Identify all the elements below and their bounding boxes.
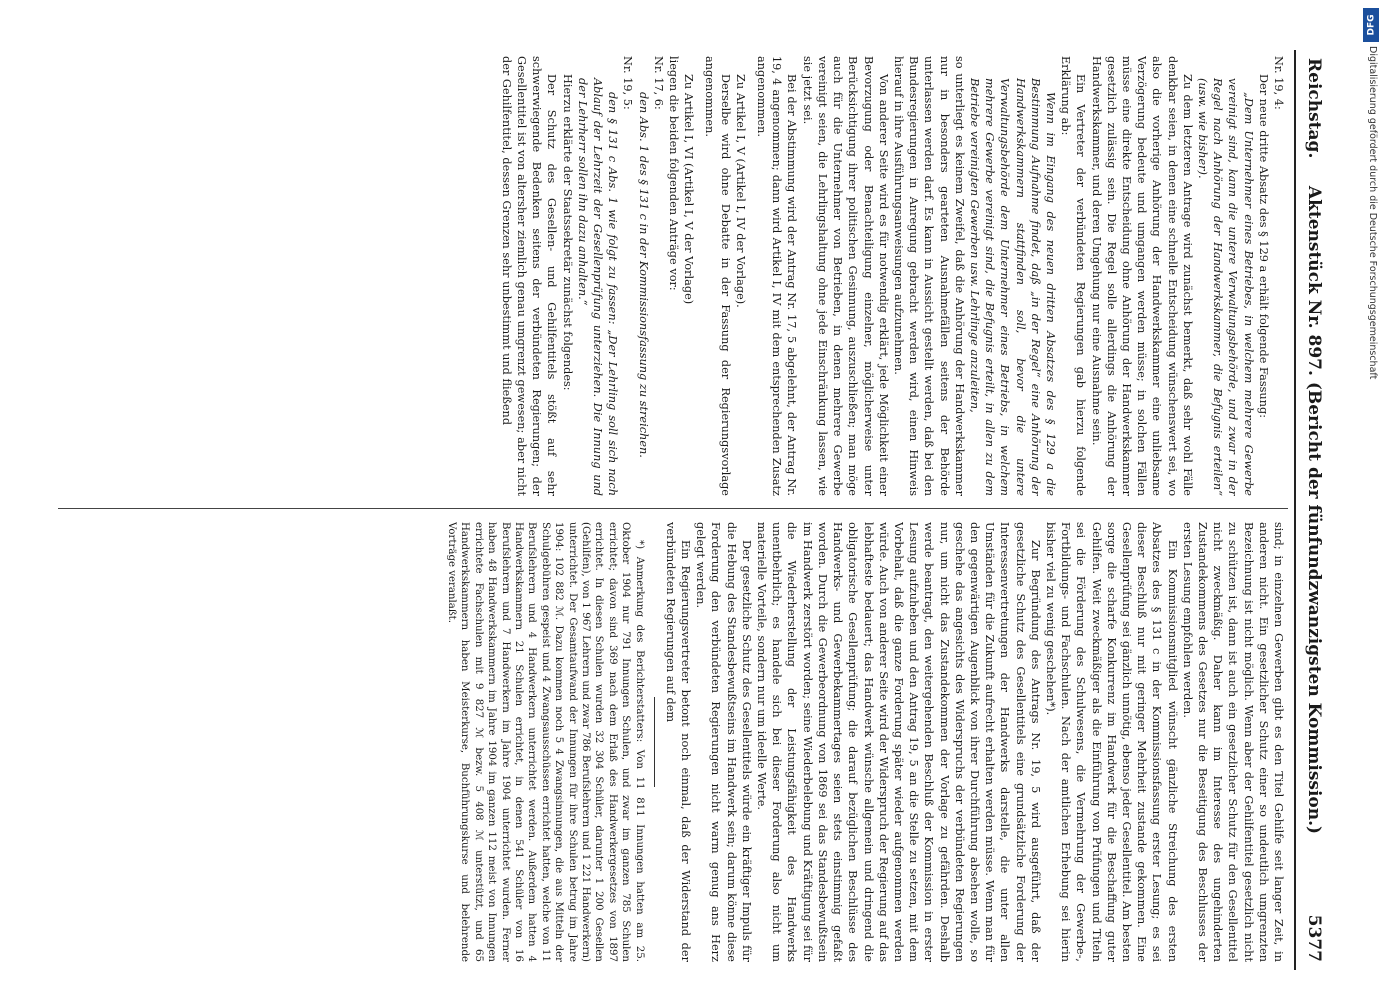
paragraph: sind; in einzelnen Gewerben gibt es den Titel Gehilfe seit langer Zeit, in anderen nicht. Ein gesetzlicher Schutz einer so undeutlich umgrenzten Bezeichnung ist nicht möglich. Wenn aber der Gehilfentitel gesetzlich nicht zu schützen ist, dann ist auch ein gesetzlicher Schutz für den Gesellentitel nicht zweckmäßig. Daher kann im Interesse des ungehinderten Zustandekommens des Gesetzes nur die Beseitigung des Beschlusses der ersten Lesung empfohlen werden. (1180, 522, 1285, 962)
paragraph: Zu dem letzteren Antrage wird zunächst bemerkt, daß sehr wohl Fälle denkbar seien, in denen eine schnelle Entscheidung wünschenswert sei, wo also die vorherige Anhörung der Handwerkskammer eine unliebsame Verzögerung bedeute und umgangen werden müsse; in solchen Fällen müsse eine direkte Entscheidung ohne Anhörung der Handwerkskammer gesetzlich zulässig sein. Die Regel solle allerdings die Anhörung der Handwerkskammer, und deren Umgehung nur eine Ausnahme sein. (1089, 56, 1194, 496)
paragraph: so unterliegt es keinem Zweifel, daß die Anhörung der Handwerkskammer nur in besonders gearteten Ausnahmefällen seitens der Behörde unterlassen werden darf. Es kann in Aussicht gestellt werden, daß bei den Bundesregierungen in Anregung gebracht werden wird, einen Hinweis hierauf in ihre Ausführungsanweisungen aufzunehmen. (891, 56, 966, 496)
header-title: Aktenstück Nr. 897. (Bericht der fünfundzwanzigsten Kommission.) (1304, 185, 1324, 835)
paragraph: Ein Vertreter der verbündeten Regierungen gab hierzu folgende Erklärung ab: (1059, 56, 1088, 496)
paragraph: Bei der Abstimmung wird der Antrag Nr. 17, 5 abgelehnt, der Antrag Nr. 19, 4 angenommen; dann wird Artikel I, IV mit dem entsprechenden Zusatz angenommen. (755, 56, 799, 496)
header-left: Reichstag. (1304, 58, 1324, 159)
paragraph: Der gesetzliche Schutz des Gesellentitels würde ein kräftiger Impuls für die Hebung des Standesbewußtseins im Handwerk sein; darum könne diese Forderung den verbündeten Regierungen nicht warm genug ans Herz gelegt werden. (694, 522, 753, 962)
left-column (61, 56, 1286, 496)
quoted-motion: den Abs. 1 des § 131 c in der Kommissionsfassung zu streichen. (636, 92, 650, 458)
paragraph: Von anderer Seite wird es für notwendig erklärt, jede Möglichkeit einer Bevorzugung oder Benachteiligung einzelner, möglicherweise unter Berücksichtigung ihrer politischen Gesinnung, auszuschließen; man möge auch für die Unternehmer von Betrieben, in denen mehrere Gewerbe vereinigt seien, die Lehrlingshaltung ohne jede Einschränkung lassen, wie sie jetzt sei. (800, 56, 890, 496)
paragraph: Zu Artikel I, V (Artikel I, IV der Vorlage). (733, 74, 747, 308)
quoted-motion: Wenn im Eingang des neuen dritten Absatzes des § 129 a die Bestimmung Aufnahme findet, daß „in der Regel“ eine Anhörung der Handwerkskammern stattfinden soll, bevor die untere Verwaltungsbehörde dem Unternehmer eines Betriebs, in welchem mehrere Gewerbe vereinigt sind, die Befugnis erteilt, in allen zu dem Betriebe vereinigten Gewerben usw. Lehrlinge anzuleiten, (967, 78, 1057, 496)
paragraph: Zu Artikel I, VI (Artikel I, V der Vorlage) (682, 74, 696, 305)
paragraph: Zur Begründung des Antrags Nr. 19, 5 wird ausgeführt, daß der gesetzliche Schutz des Gesellentitels eine grundsätzliche Forderung der Interessenvertretungen der Handwerks darstelle, die unter allen Umständen für die Zukunft aufrecht erhalten werden müsse. Wenn man für den gegenwärtigen Augenblick von ihrer Durchführung absehen wolle, so geschehe das angesichts des Widerspruchs der verbündeten Regierungen nur, um nicht das Zustandekommen der Vorlage zu gefährden. Deshalb werde beantragt, den weitergehenden Beschluß der Kommission in erster Lesung aufzuheben und den Antrag 19, 5 an die Stelle zu setzen, mit dem Vorbehalt, daß die ganze Forderung später wieder aufgenommen werden würde. Auch von anderer Seite wird der Widerspruch der Regierung auf das lebhafteste bedauert; das Handwerk wünsche allgemein und dringend die obligatorische Gesellenprüfung; die darauf bezüglichen Beschlüsse des Handwerks- und Gewerbekammertages seien stets einstimmig gefaßt worden. Durch die Gewerbeordnung von 1869 sei das Standesbewußtsein im Handwerk zerstört worden; seine Wiederbelebung und Kräftigung sei für die Wiederherstellung der Leistungsfähigkeit des Handwerks unentbehrlich; es handele sich bei dieser Forderung also nicht um materielle Vorteile, sondern nur um ideelle Werte. (755, 522, 1042, 962)
rotated-newspaper-page (55, 50, 1330, 970)
paragraph: Derselbe wird ohne Debatte in der Fassung der Regierungsvorlage angenommen. (703, 56, 732, 496)
paragraph: Der neue dritte Absatz des § 129 a erhält folgende Fassung: (1256, 74, 1270, 419)
dfg-funding-note: Digitalisierung gefördert durch die Deutsche Forschungsgemeinschaft (1367, 46, 1378, 380)
paragraph: liegen die beiden folgenden Anträge vor: (667, 56, 681, 291)
footnote: *) Anmerkung des Berichterstatters: Von 11 811 Innungen hatten am 25. Oktober 1904 nur 791 Innungen Schulen, und zwar im ganzen 785 Schulen errichtet; davon sind 369 nach dem Erlaß des Handwerkergesetzes von 1897 errichtet. In diesen Schulen wurden 32 304 Schüler, darunter 1 200 Gesellen (Gehilfen), von 1 967 Lehrern und zwar 786 Berufslehrern und 1 221 Handwerkern) unterrichtet. Der Gesamtaufwand der Innungen für ihre Schulen betrug im Jahre 1904: 102 882 ℳ. Dazu kommen noch 5 4 Zwangsinnungen, die aus Mitteln der Schulgebühren gespeist und 4 Zwangsausschüssen errichtet hatten, welche von 11 Berufslehrern und 4 Handwerkern unterrichtet werden. Außerdem hatten 4 Handwerkskammern 21 Schulen errichtet, in denen 541 Schüler von 16 Berufslehrern und 7 Handwerkern im Jahre 1904 unterrichtet wurden. Ferner haben 48 Handwerkskammern im Jahre 1904 im ganzen 112 meist von Innungen errichtete Fachschulen mit 9 827 ℳ bezw. 5 408 ℳ unterstützt, und 65 Handwerkskammern haben Meisterkurse, Buchführungskurse und belehrende Vorträge veranlaßt. (445, 522, 645, 962)
column-divider (58, 508, 1288, 509)
paragraph: Nr. 19, 5: (621, 56, 635, 110)
dfg-logo-icon: DFG (1363, 8, 1379, 42)
paragraph: Nr. 17, 6: (651, 56, 665, 110)
paragraph: Der Schutz des Gesellen- und Gehilfentitels stößt auf sehr schwerwiegende Bedenken seitens der verbündeten Regierungen; der Gesellentitel ist von altersher ziemlich genau umgrenzt gewesen; aber nicht der Gehilfentitel, dessen Grenzen sehr unbestimmt und fließend (499, 56, 559, 496)
footnote-rule (654, 697, 655, 787)
dfg-sidebar (1360, 0, 1383, 1000)
paragraph: Ein Regierungsvertreter betont noch einmal, daß der Widerstand der verbündeten Regierungen auf dem (663, 522, 693, 962)
page-number: 5377 (1304, 914, 1324, 962)
right-column (61, 522, 1286, 962)
paragraph: Nr. 19, 4: (1272, 56, 1285, 110)
page-header (1294, 50, 1330, 970)
quoted-motion: den § 131 c Abs. 1 wie folgt zu fassen: „Der Lehrling soll sich nach Ablauf der Lehrzeit der Gesellenprüfung unterziehen. Die Innung und der Lehrherr sollen ihn dazu anhalten.“ (575, 78, 620, 496)
paragraph: Hierzu erklärte der Staatssekretär zunächst folgendes: (560, 74, 574, 391)
quoted-motion: „Dem Unternehmer eines Betriebes, in welchem mehrere Gewerbe vereinigt sind, kann die untere Verwaltungsbehörde, und zwar in der Regel nach Anhörung der Handwerkskammer, die Befugnis erteilen“ (usw. wie bisher). (1195, 78, 1255, 496)
paragraph: Ein Kommissionsmitglied wünscht gänzliche Streichung des ersten Absatzes des § 131 c in der Kommissionsfassung erster Lesung; es sei dieser Beschluß nur mit geringer Mehrheit zustande gekommen. Eine Gesellenprüfung sei gänzlich unnötig, ebenso jeder Gesellentitel. Am besten sorge die scharfe Konkurrenz im Handwerk für die Beschaffung guter Gehilfen. Weit zweckmäßiger als die Einführung von Prüfungen und Titeln sei die Förderung des Schulwesens, die Vermehrung der Gewerbe-, Fortbildungs- und Fachschulen. Nach der amtlichen Erhebung sei hierin bisher viel zu wenig geschehen*). (1043, 522, 1179, 962)
